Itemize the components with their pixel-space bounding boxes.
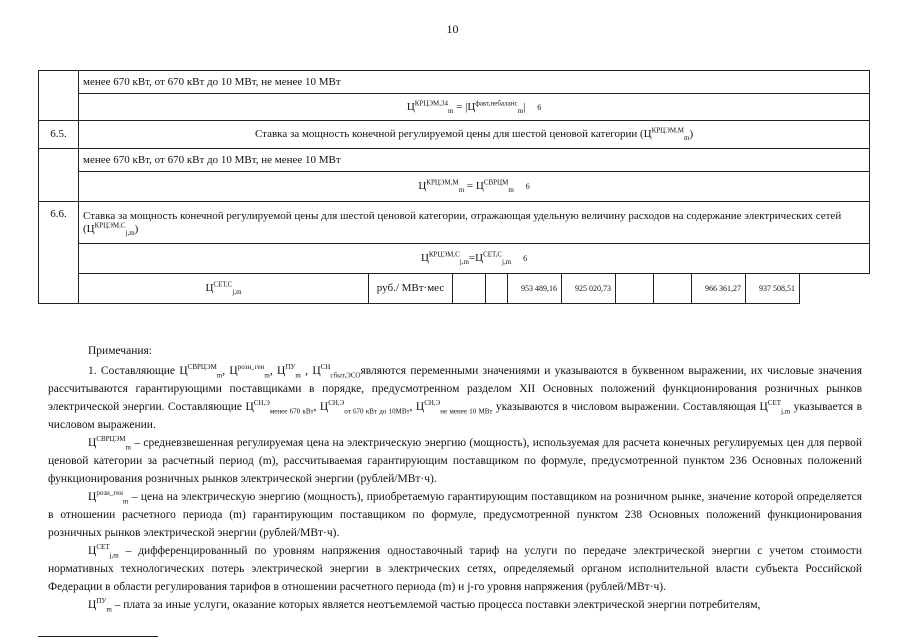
row-number-cell bbox=[39, 149, 79, 202]
tariff-symbol: $Ц^{СЕТ,С}_{j,m}$ bbox=[79, 274, 369, 304]
page-number: 10 bbox=[446, 22, 459, 36]
table-row bbox=[39, 274, 870, 304]
table-row bbox=[39, 172, 870, 202]
row-number: 6.6. bbox=[39, 202, 79, 304]
row-number: 6.5. bbox=[39, 121, 79, 149]
table-row bbox=[39, 121, 870, 149]
unit-cell: руб./ МВт·мес bbox=[369, 274, 453, 304]
note-paragraph-4: $Ц^{СЕТ}_{j,m}$ – дифференцированный по уровням напряжения одноставочный тариф на услуги по передаче электрической энергии с учетом стоимости нормативных технологических потерь электрической энергии в электрических сетях, определяемый органом исполнительной власти субъекта Российской Федерации в области регулирования тарифов в отношении расчетного периода (m) и j-го уровня напряжения (рублей/МВт·ч). bbox=[48, 543, 862, 593]
formula-index: 6 bbox=[525, 182, 530, 191]
note-paragraph-2: $Ц^{СВРЦЭМ}_m$ – средневзвешенная регулируемая цена на электрическую энергию (мощность), используемая для расчета конечных регулируемых цен для первой ценовой категории за расчетный период (m), рассчитываемая гарантирующим поставщиком по формуле, предусмотренной пунктом 236 Основных положений функционирования розничных рынков электрической энергии (рублей/МВт·ч). bbox=[48, 435, 862, 485]
section-title-6-6: Ставка за мощность конечной регулируемой цены для шестой ценовой категории, отражающая удельную величину расходов на содержание электрических сетей $(Ц^{КРЦЭМ,С}_{j,m})$ bbox=[79, 202, 870, 244]
formula-index: 6 bbox=[537, 102, 542, 112]
formula-index: 6 bbox=[523, 254, 528, 263]
notes-section bbox=[48, 342, 862, 614]
table-row bbox=[39, 202, 870, 244]
formula-krcem-c: $Ц^{КРЦЭМ,С}_{j,m}=Ц^{СЕТ,С}_{j,m}$ 6 bbox=[79, 244, 870, 274]
table-row bbox=[39, 149, 870, 172]
rate-value bbox=[486, 274, 508, 304]
rate-value bbox=[453, 274, 486, 304]
formula-krcem-34: $Ц^{КРЦЭМ,34}_m = |Ц^{факт,небаланс}_m|$ 6 bbox=[79, 94, 870, 121]
rate-value bbox=[654, 274, 692, 304]
rate-value: 937 508,51 bbox=[746, 274, 800, 304]
note-paragraph-1: 1. Составляющие $Ц^{СВРЦЭМ}_m$, $Ц^{розн\_ген}_m$, $Ц^{ПУ}_m$ , $Ц^{СН}_{сбыт,ЭСО}являются$ переменными значениями и указываются в буквенном выражении, их числовые значения рассчитываются гарантирующими поставщиками в порядке, предусмотренном разделом XII Основных положений функционирования розничных рынков электрической энергии. Составляющие $Ц^{СН,Э}_{менее 670 кВт}$, $Ц^{СН,Э}_{от 670 кВт до 10МВт}$, $Ц^{СН,Э}_{не менее 10 МВт}$ указываются в числовом выражении. Составляющая $Ц^{СЕТ}_{j,m}$ указывается в числовом выражении. bbox=[48, 363, 862, 431]
bottom-rule bbox=[38, 636, 158, 637]
notes-title: Примечания: bbox=[88, 345, 152, 357]
table-row bbox=[39, 94, 870, 121]
formula-krcem-m: $Ц^{КРЦЭМ,М}_m = Ц^{СВРЦМ}_m$ 6 bbox=[79, 172, 870, 202]
rate-value: 953 489,16 bbox=[508, 274, 562, 304]
rate-value: 925 020,73 bbox=[562, 274, 616, 304]
rate-value bbox=[616, 274, 654, 304]
rate-value: 966 361,27 bbox=[692, 274, 746, 304]
voltage-range-label: менее 670 кВт, от 670 кВт до 10 МВт, не менее 10 МВт bbox=[79, 71, 870, 94]
section-title-6-5: Ставка за мощность конечной регулируемой цены для шестой ценовой категории $(Ц^{КРЦЭМ,М}_m)$ bbox=[79, 121, 870, 149]
table-row bbox=[39, 244, 870, 274]
note-paragraph-3: $Ц^{розн\_ген}_m$ – цена на электрическую энергию (мощность), приобретаемую гарантирующим поставщиком на розничном рынке, значение которой определяется в отношении расчетного периода (m) гарантирующим поставщиком по формуле, предусмотренной пунктом 238 Основных положений функционирования розничных рынков электрической энергии (рублей/МВт·ч). bbox=[48, 489, 862, 539]
voltage-range-label: менее 670 кВт, от 670 кВт до 10 МВт, не менее 10 МВт bbox=[79, 149, 870, 172]
table-row bbox=[39, 71, 870, 94]
row-number-cell bbox=[39, 71, 79, 121]
tariff-table bbox=[38, 70, 870, 304]
note-paragraph-5: $Ц^{ПУ}_m$ – плата за иные услуги, оказание которых является неотъемлемой частью процесса поставки электрической энергии потребителям, bbox=[88, 597, 761, 614]
